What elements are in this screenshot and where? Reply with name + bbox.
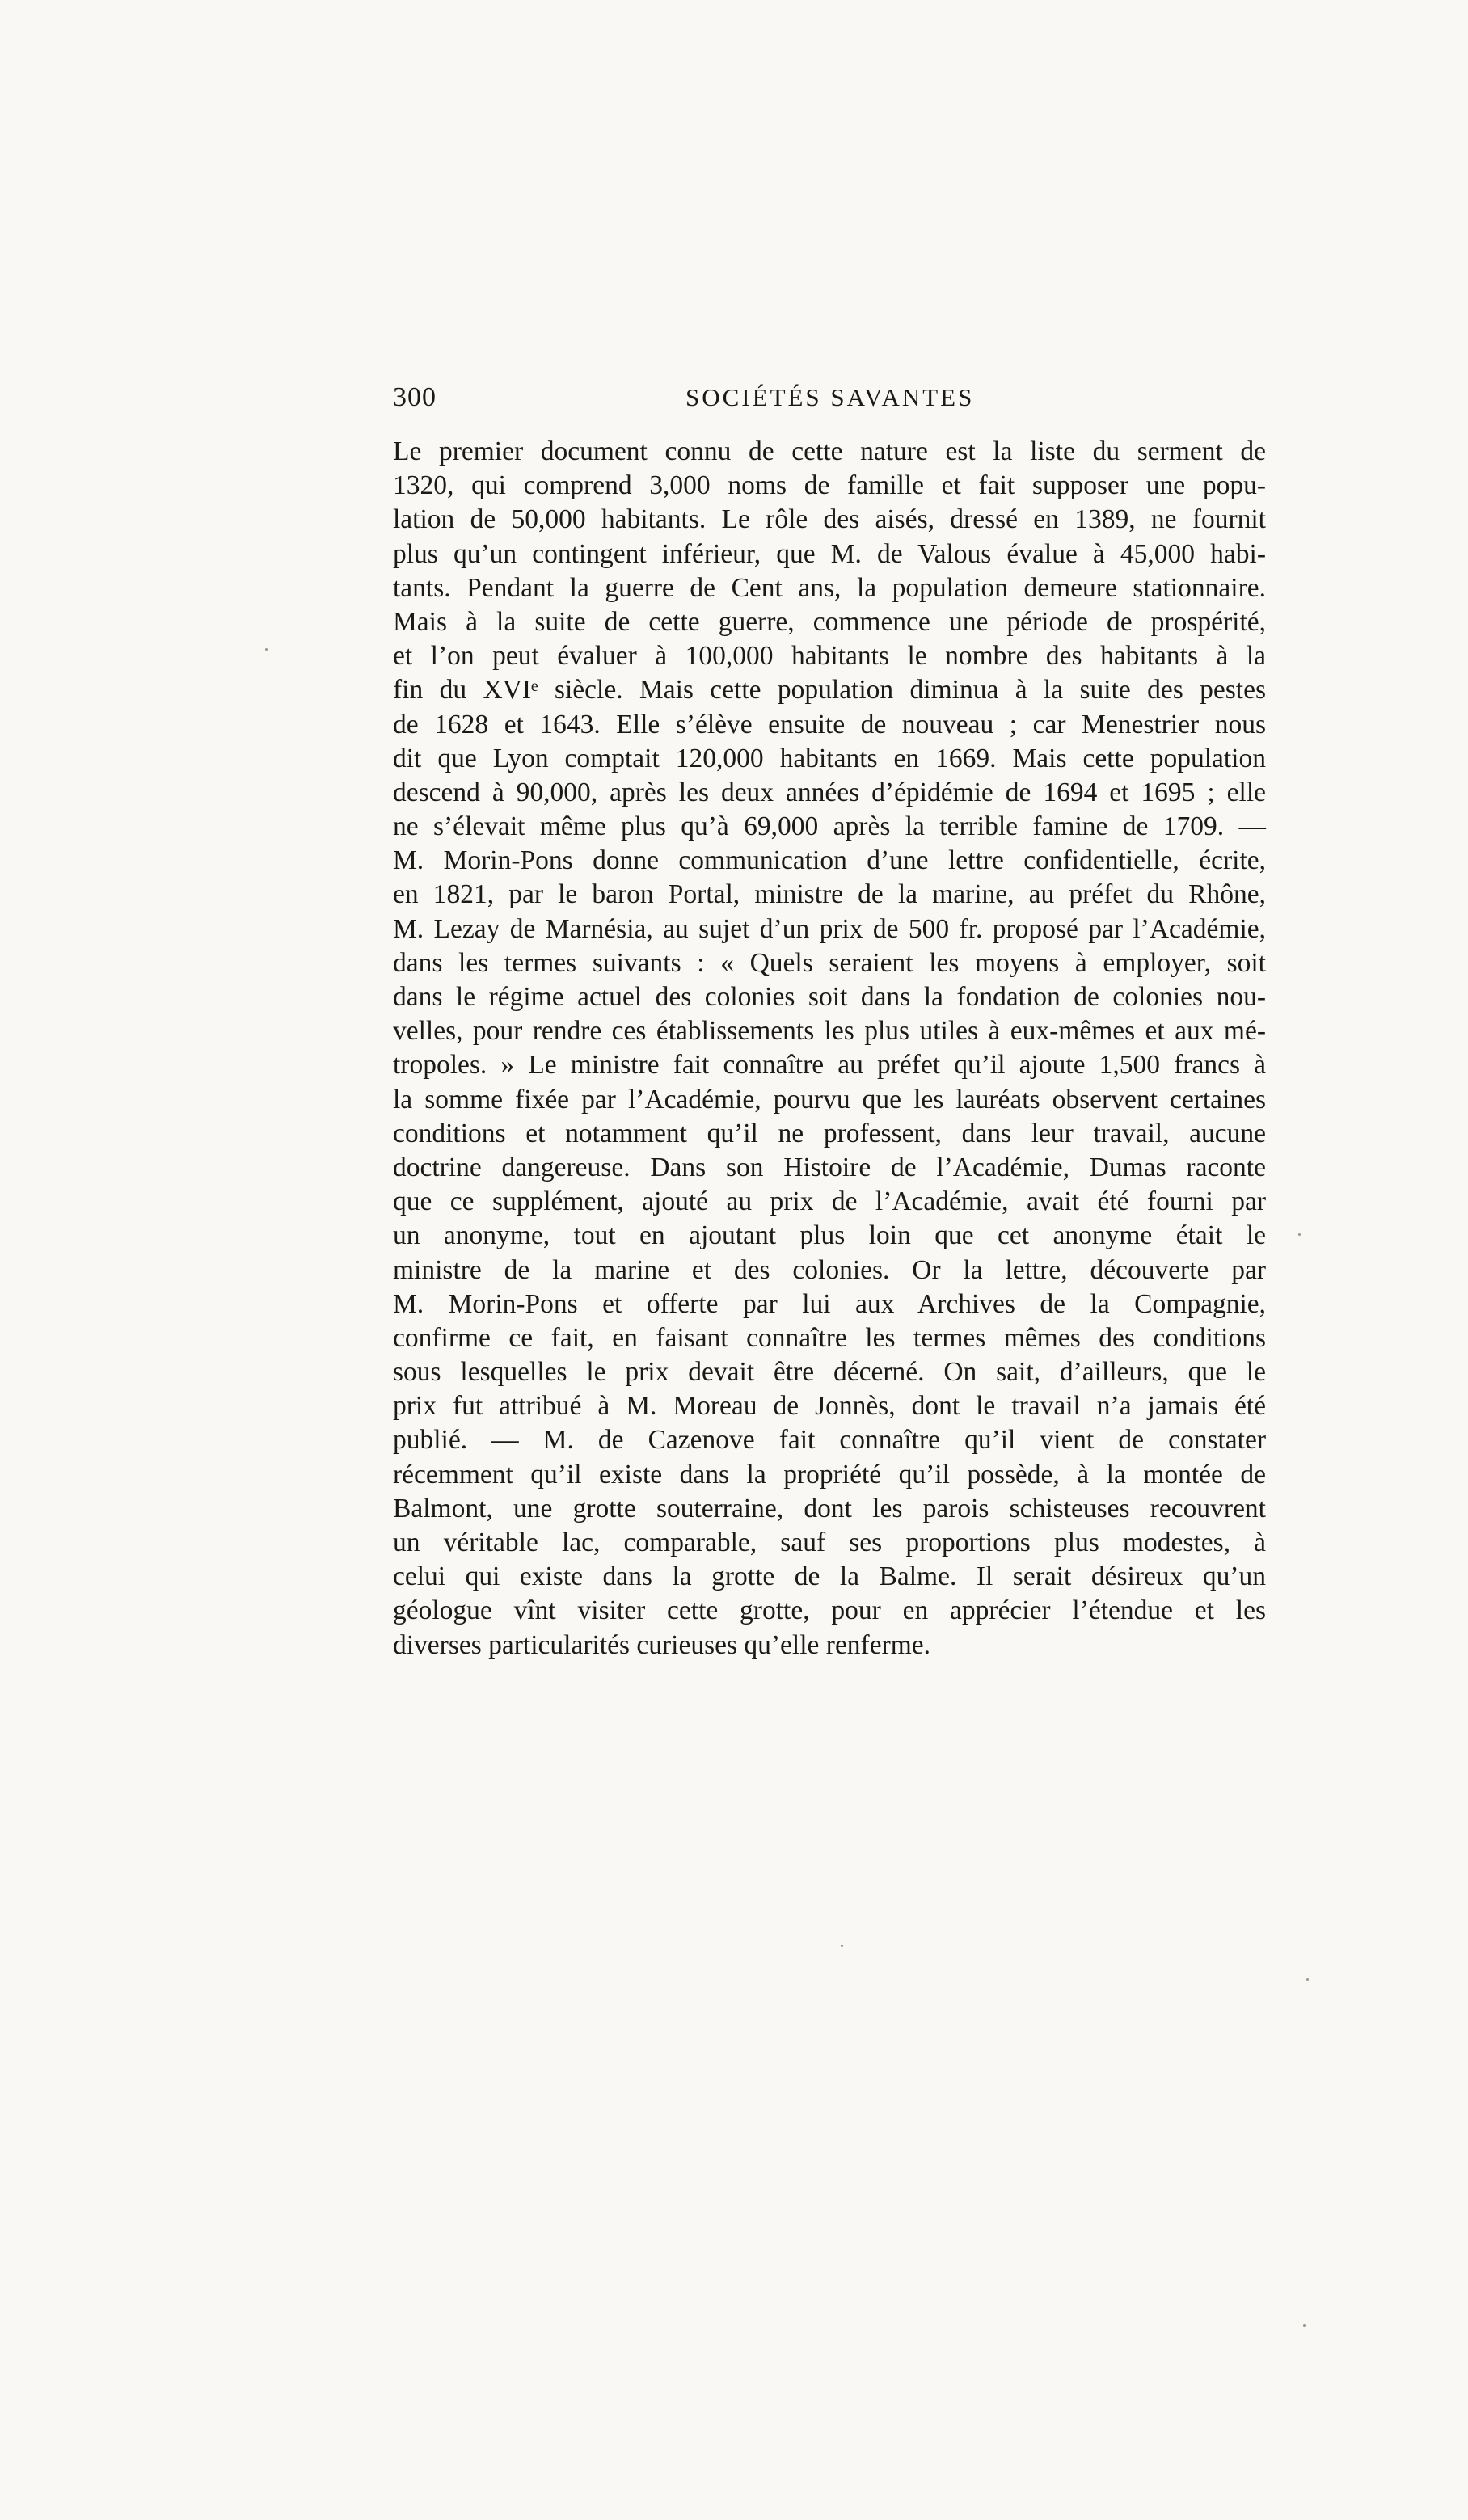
paper-speck: [1306, 1978, 1309, 1981]
text-line: géologue vînt visiter cette grotte, pour en apprécier l’étendue et les: [393, 1595, 1266, 1626]
text-line: M. Morin-Pons et offerte par lui aux Archives de la Compagnie,: [393, 1288, 1266, 1319]
text-line: un véritable lac, comparable, sauf ses proportions plus modestes, à: [393, 1528, 1266, 1557]
text-line: fin du XVIᵉ siècle. Mais cette population diminua à la suite des pestes: [393, 675, 1266, 706]
text-line: confirme ce fait, en faisant connaître les termes mêmes des conditions: [393, 1322, 1266, 1353]
text-line: Balmont, une grotte souterraine, dont les parois schisteuses recouvrent: [393, 1493, 1266, 1523]
text-line: tropoles. » Le ministre fait connaître au préfet qu’il ajoute 1,500 francs à: [393, 1050, 1266, 1081]
text-line: velles, pour rendre ces établissements les plus utiles à eux-mêmes et aux mé-: [393, 1016, 1266, 1047]
text-line: et l’on peut évaluer à 100,000 habitants le nombre des habitants à la: [393, 641, 1266, 672]
text-line: M. Lezay de Marnésia, au sujet d’un prix de 500 fr. proposé par l’Académie,: [393, 913, 1266, 944]
paper-speck: [1303, 2324, 1306, 2327]
text-line: prix fut attribué à M. Moreau de Jonnès, dont le travail n’a jamais été: [393, 1391, 1266, 1422]
body-text: [393, 435, 1266, 1662]
text-line: celui qui existe dans la grotte de la Balme. Il serait désireux qu’un: [393, 1561, 1266, 1592]
text-line: plus qu’un contingent inférieur, que M. de Valous évalue à 45,000 habi-: [393, 538, 1266, 569]
text-line: 1320, qui comprend 3,000 noms de famille et fait supposer une popu-: [393, 470, 1266, 501]
text-line: récemment qu’il existe dans la propriété qu’il possède, à la montée de: [393, 1459, 1266, 1490]
text-line: ministre de la marine et des colonies. Or la lettre, découverte par: [393, 1254, 1266, 1285]
text-line: tants. Pendant la guerre de Cent ans, la population demeure stationnaire.: [393, 572, 1266, 603]
text-line: en 1821, par le baron Portal, ministre de la marine, au préfet du Rhône,: [393, 879, 1266, 910]
page-number: 300: [393, 382, 437, 412]
running-title: SOCIÉTÉS SAVANTES: [685, 383, 975, 411]
text-line: sous lesquelles le prix devait être décerné. On sait, d’ailleurs, que le: [393, 1357, 1266, 1388]
text-line: un anonyme, tout en ajoutant plus loin que cet anonyme était le: [393, 1220, 1266, 1251]
text-line: de 1628 et 1643. Elle s’élève ensuite de nouveau ; car Menestrier nous: [393, 709, 1266, 740]
text-line: lation de 50,000 habitants. Le rôle des aisés, dressé en 1389, ne fournit: [393, 504, 1266, 535]
text-line: publié. — M. de Cazenove fait connaître qu’il vient de constater: [393, 1425, 1266, 1456]
text-line: Le premier document connu de cette nature est la liste du serment de: [393, 436, 1266, 466]
paper-speck: [265, 648, 268, 651]
paper-speck: [841, 1945, 843, 1947]
text-line: dans les termes suivants : « Quels seraient les moyens à employer, soit: [393, 947, 1266, 978]
text-line: doctrine dangereuse. Dans son Histoire de l’Académie, Dumas raconte: [393, 1152, 1266, 1182]
paper-speck: [1298, 1233, 1301, 1236]
text-line: descend à 90,000, après les deux années d’épidémie de 1694 et 1695 ; elle: [393, 777, 1266, 807]
running-head: [393, 375, 1266, 420]
text-line: que ce supplément, ajouté au prix de l’Académie, avait été fourni par: [393, 1186, 1266, 1217]
text-line: Mais à la suite de cette guerre, commence une période de prospérité,: [393, 606, 1266, 637]
text-line: ne s’élevait même plus qu’à 69,000 après la terrible famine de 1709. —: [393, 811, 1266, 842]
text-line: M. Morin-Pons donne communication d’une lettre confidentielle, écrite,: [393, 845, 1266, 876]
text-line: diverses particularités curieuses qu’elle renferme.: [393, 1629, 931, 1660]
text-line: la somme fixée par l’Académie, pourvu que les lauréats observent certaines: [393, 1084, 1266, 1115]
text-line: dans le régime actuel des colonies soit dans la fondation de colonies nou-: [393, 982, 1266, 1012]
text-line: conditions et notamment qu’il ne professent, dans leur travail, aucune: [393, 1118, 1266, 1148]
text-line: dit que Lyon comptait 120,000 habitants en 1669. Mais cette population: [393, 743, 1266, 773]
